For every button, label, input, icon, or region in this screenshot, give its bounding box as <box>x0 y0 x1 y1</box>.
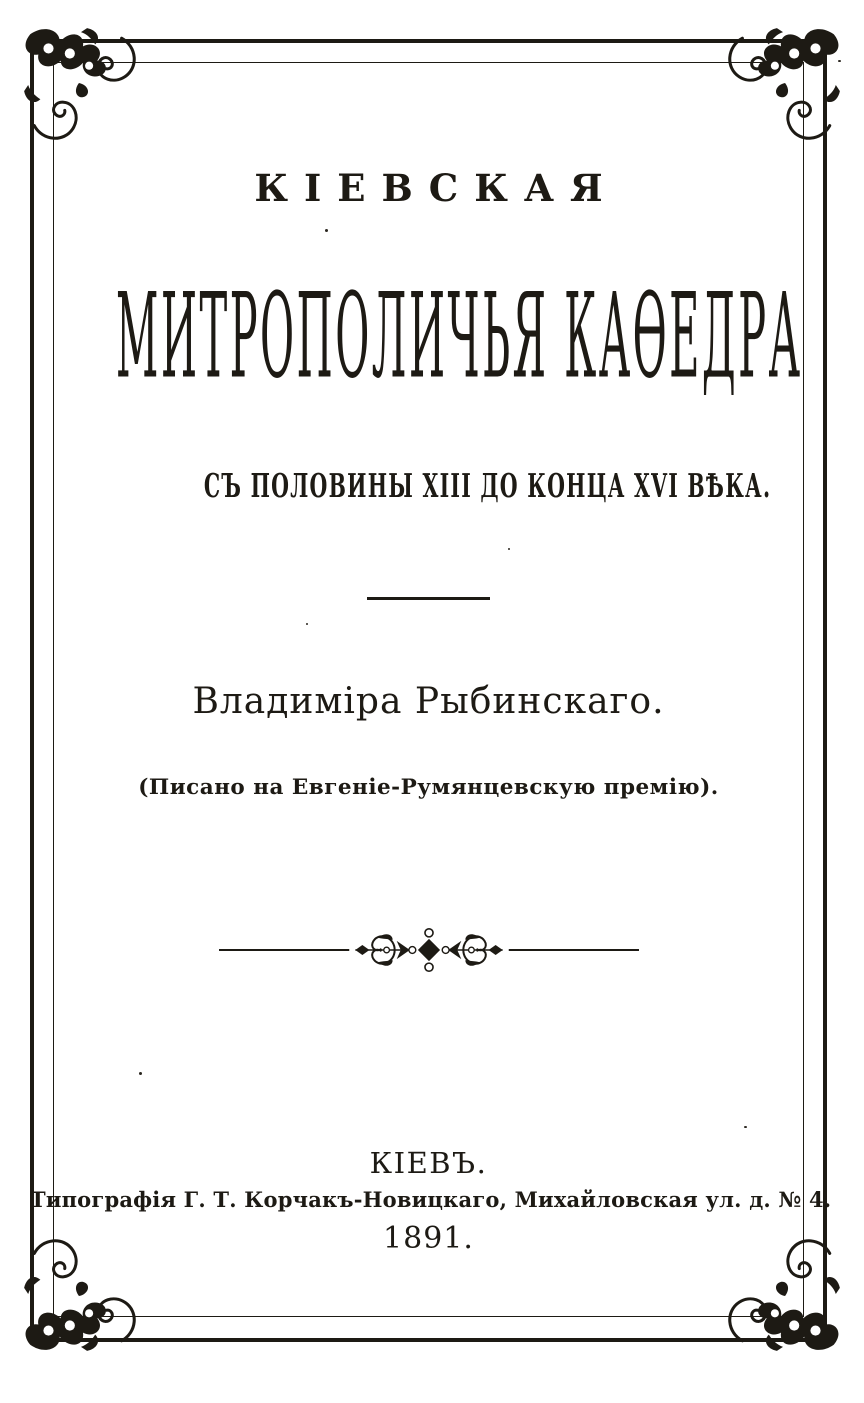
main-title-text: МИТРОПОЛИЧЬЯ КАѲЕДРА <box>115 270 803 406</box>
scan-speckle <box>306 623 308 625</box>
author-name: Владиміра Рыбинскаго. <box>192 681 665 722</box>
separator-rule <box>367 597 490 600</box>
subtitle <box>30 468 827 508</box>
imprint-printer: Типографія Г. Т. Корчакъ-Новицкаго, Михайловская ул. д. № 4. <box>30 1187 832 1212</box>
imprint-year: 1891. <box>383 1221 474 1256</box>
series-title: КІЕВСКАЯ <box>254 166 619 210</box>
subtitle-text: СЪ ПОЛОВИНЫ XIII ДО КОНЦА XVI ВѢКА. <box>203 466 772 505</box>
main-title <box>30 270 827 406</box>
scan-speckle <box>508 548 510 550</box>
scan-speckle <box>744 1126 747 1128</box>
imprint-city: КІЕВЪ. <box>369 1146 488 1180</box>
scan-speckle <box>139 1072 142 1075</box>
corner-ornament-top-left-icon <box>16 20 148 152</box>
award-note: (Писано на Евгеніе-Румянцевскую премію). <box>138 775 719 800</box>
corner-ornament-top-right-icon <box>716 20 848 152</box>
scan-speckle <box>325 229 328 232</box>
scan-speckle <box>838 60 841 62</box>
floral-divider-icon <box>217 924 641 976</box>
